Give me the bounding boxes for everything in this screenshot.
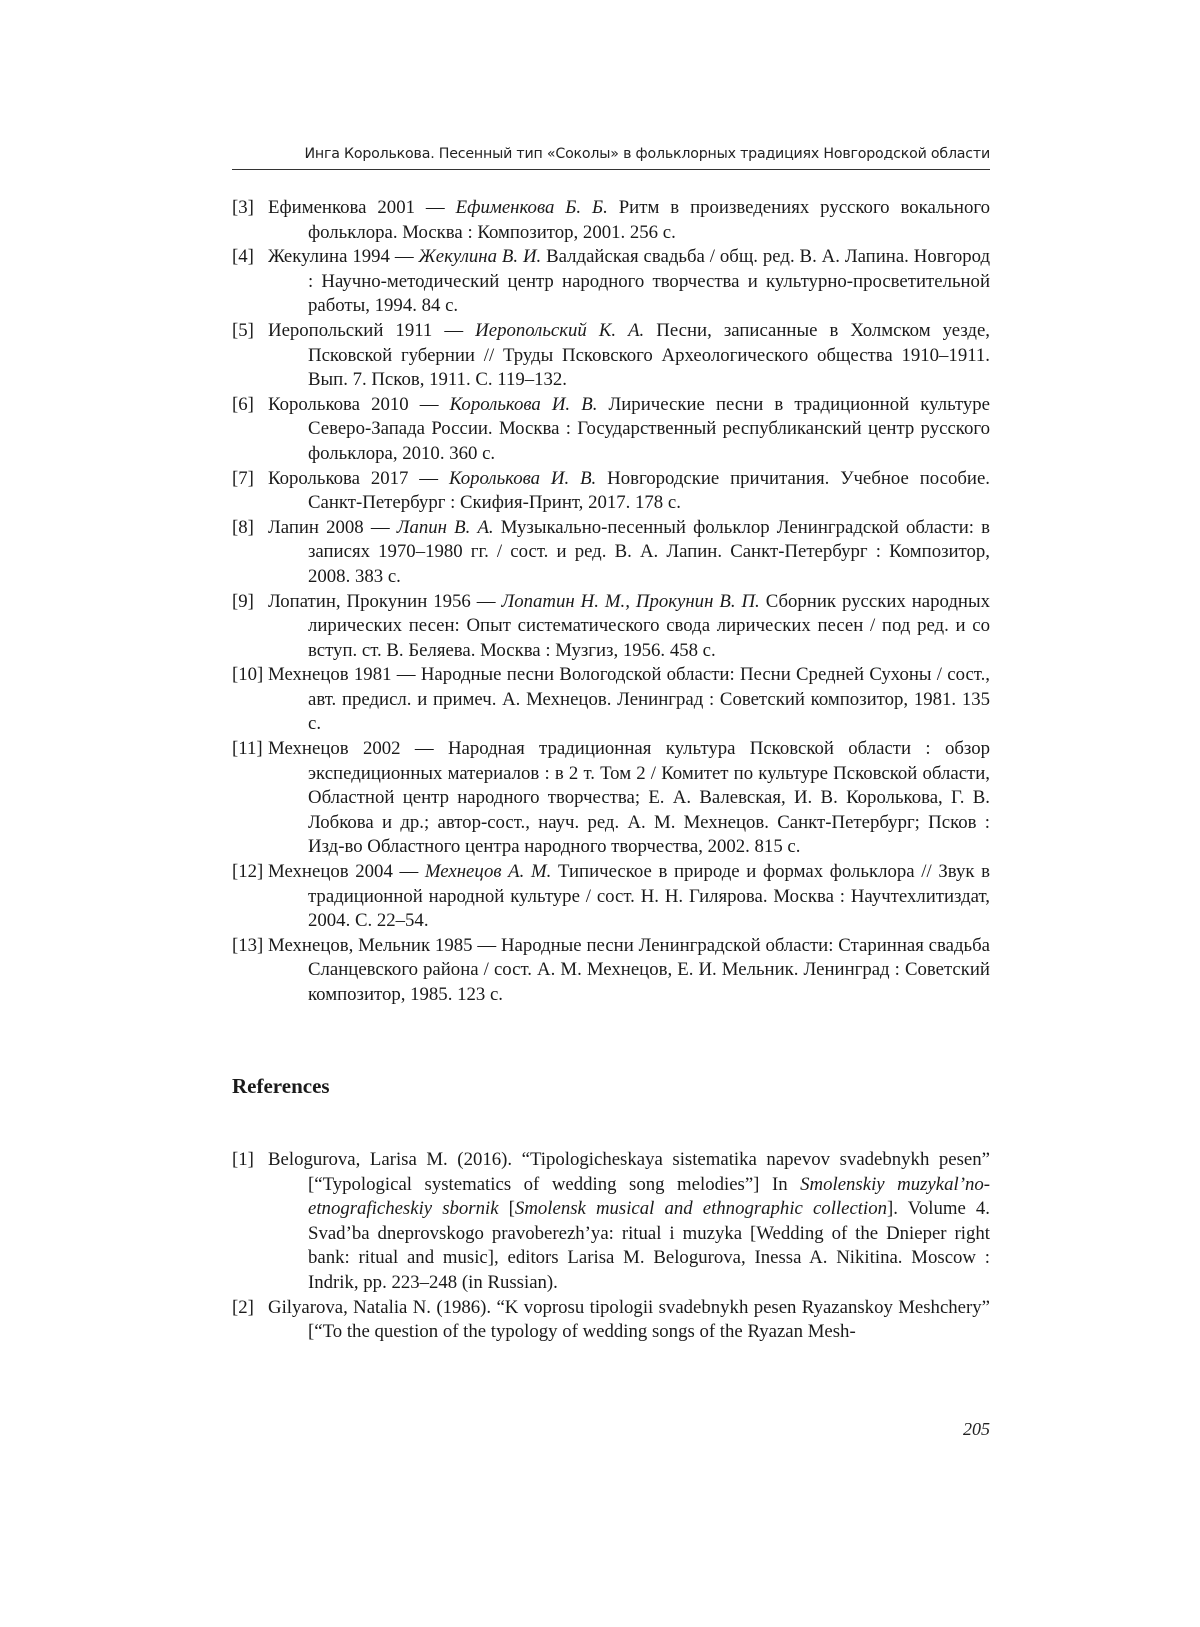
reference-key: Мехнецов 1981 — (268, 664, 421, 685)
reference-key: Ефименкова 2001 — (268, 197, 456, 218)
reference-number: [8] (232, 516, 272, 541)
reference-text: Belogurova, Larisa M. (2016). “Tipologicheskaya sistematika napevov svadebnykh pesen” [“Typological systematics of wedding song melodies”] In Smolenskiy muzykal’no-etnograficheskiy sbornik [Smolensk musical and ethnographic collection]. Volume 4. Svad’ba dneprovskogo pravoberezh’ya: ritual i muzyka [Wedding of the Dnieper right bank: ritual and music], editors Larisa M. Belogurova, Inessa A. Niki­tina. Moscow : Indrik, pp. 223–248 (in Russian). (268, 1149, 990, 1293)
reference-text: Мехнецов А. М. Типическое в природе и формах фольклора // Звук в традиционной народной культуре / сост. Н. Н. Гилярова. Москва : На­учтехлитиздат, 2004. С. 22–54. (308, 861, 990, 931)
reference-text: Жекулина В. И. Валдайская свадьба / общ. ред. В. А. Лапина. Новгород : Научно-методический центр народного творчества и культурно-просветительной работы, 1994. 84 с. (308, 246, 990, 316)
reference-item (232, 516, 990, 590)
reference-key: Лапин 2008 — (268, 517, 397, 538)
reference-text: Народные песни Ленинградской области: Старинная свадьба Сланцевского района / сост. А. М. Мехнецов, Е. И. Мельник. Ленин­град : Советский композитор, 1985. 123 с. (308, 935, 990, 1005)
reference-item (232, 393, 990, 467)
reference-number: [6] (232, 393, 272, 418)
reference-key: Мехнецов 2004 — (268, 861, 425, 882)
reference-number: [4] (232, 245, 272, 270)
reference-item (232, 934, 990, 1008)
reference-number: [7] (232, 467, 272, 492)
reference-number: [1] (232, 1148, 272, 1173)
reference-item (232, 196, 990, 245)
reference-number: [13] (232, 934, 272, 959)
reference-item (232, 1148, 990, 1296)
running-header: Инга Королькова. Песенный тип «Соколы» в фольклорных традициях Новгородской области (232, 146, 990, 162)
reference-key: Мехнецов 2002 — (268, 738, 448, 759)
reference-text: Ефименкова Б. Б. Ритм в произведениях русского вокального фольклора. Москва : Композитор, 2001. 256 с. (308, 197, 990, 243)
reference-text: Королькова И. В. Новгородские причитания. Учебное посо­бие. Санкт-Петербург : Скифия-Принт, 2017. 178 с. (308, 468, 990, 514)
reference-item (232, 737, 990, 860)
reference-text: Народная традиционная культура Псковской области : обзор экспедиционных материалов : в 2 т. Том 2 / Комитет по культуре Псковской области, Областной центр народного творчества; Е. А. Валевская, И. В. Ко­ролькова, Г. В. Лобкова и др.; автор-сост., науч. ред. А. М. Мехнецов. Санкт-Петербург; Псков : Изд-во Областного центра народного творчества, 2002. 815 с. (308, 738, 990, 857)
reference-number: [10] (232, 663, 272, 688)
reference-text: Лапин В. А. Музыкально-песенный фольклор Ленинградской об­ласти: в записях 1970–1980 гг. / сост. и ред. В. А. Лапин. Санкт-Петербург : Композитор, 2008. 383 с. (308, 517, 990, 587)
reference-text: Лопатин Н. М., Прокунин В. П. Сборник русских на­родных лирических песен: Опыт систематического свода лирических песен / под ред. и со вступ. ст. В. Беляева. Москва : Музгиз, 1956. 458 с. (308, 591, 990, 661)
reference-list-russian (232, 196, 990, 1008)
header-rule (232, 169, 990, 170)
references-heading: References (232, 1074, 330, 1099)
reference-item (232, 1296, 990, 1345)
reference-key: Королькова 2017 — (268, 468, 449, 489)
reference-item (232, 860, 990, 934)
reference-text: Королькова И. В. Лирические песни в традиционной культу­ре Северо-Запада России. Москва : Государственный республиканский центр русского фольклора, 2010. 360 с. (308, 394, 990, 464)
reference-key: Иеропольский 1911 — (268, 320, 475, 341)
reference-number: [9] (232, 590, 272, 615)
reference-text: Иеропольский К. А. Песни, записанные в Холмском уезде, Псковской губернии // Труды Псковского Археологического общества 1910–1911. Вып. 7. Псков, 1911. С. 119–132. (308, 320, 990, 390)
reference-item (232, 467, 990, 516)
reference-key: Королькова 2010 — (268, 394, 450, 415)
reference-number: [5] (232, 319, 272, 344)
reference-item (232, 663, 990, 737)
reference-text: Народные песни Вологодской области: Песни Средней Сухоны / сост., авт. предисл. и примеч. А. Мехнецов. Ленинград : Советский компози­тор, 1981. 135 с. (308, 664, 990, 734)
reference-number: [2] (232, 1296, 272, 1321)
reference-item (232, 245, 990, 319)
reference-text: Gilyarova, Natalia N. (1986). “K voprosu tipologii svadebnykh pesen Ryazanskoy Mesh­chery” [“To the question of the typology of wedding songs of the Ryazan Mesh- (268, 1297, 990, 1343)
reference-number: [3] (232, 196, 272, 221)
reference-item (232, 590, 990, 664)
reference-number: [11] (232, 737, 272, 762)
reference-key: Жекулина 1994 — (268, 246, 419, 267)
reference-key: Лопатин, Прокунин 1956 — (268, 591, 502, 612)
reference-item (232, 319, 990, 393)
page-number: 205 (900, 1419, 990, 1440)
reference-list-english (232, 1148, 990, 1345)
reference-key: Мехнецов, Мельник 1985 — (268, 935, 501, 956)
reference-number: [12] (232, 860, 272, 885)
